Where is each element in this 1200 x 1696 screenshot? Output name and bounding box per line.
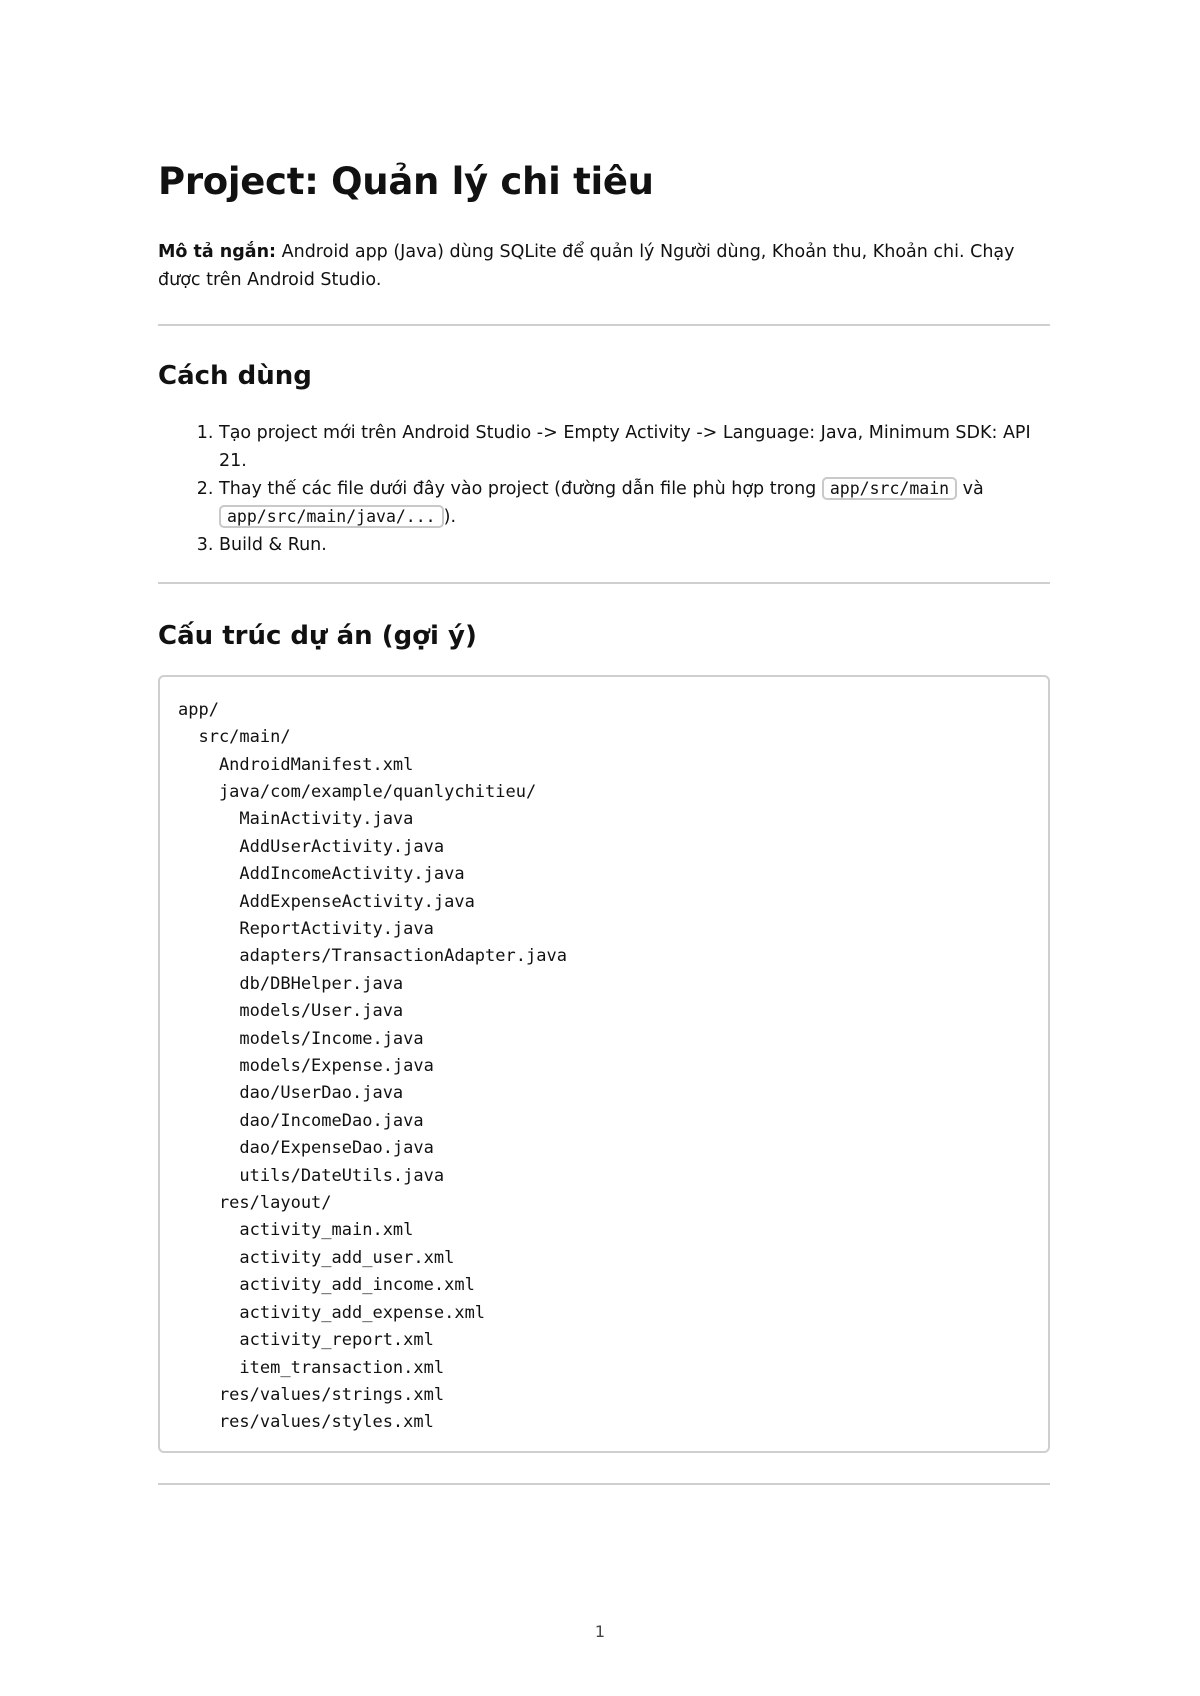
tree-line: utils/DateUtils.java	[178, 1165, 445, 1186]
tree-line: dao/UserDao.java	[178, 1083, 404, 1104]
document-page	[158, 160, 1050, 1485]
tree-line: dao/ExpenseDao.java	[178, 1138, 434, 1159]
usage-heading: Cách dùng	[158, 361, 312, 392]
tree-line: item_transaction.xml	[178, 1357, 445, 1378]
tree-line: activity_main.xml	[178, 1220, 414, 1241]
tree-line: ReportActivity.java	[178, 919, 434, 940]
usage-step-2	[219, 475, 1050, 531]
divider	[158, 1483, 1050, 1485]
tree-line: res/values/strings.xml	[178, 1384, 445, 1405]
tree-line: db/DBHelper.java	[178, 973, 404, 994]
tree-line: activity_add_user.xml	[178, 1247, 455, 1268]
path-code-java: app/src/main/java/...	[219, 505, 444, 528]
page-title: Project: Quản lý chi tiêu	[158, 160, 654, 203]
tree-line: AddUserActivity.java	[178, 836, 445, 857]
tree-line: models/Income.java	[178, 1028, 424, 1049]
tree-line: res/values/styles.xml	[178, 1412, 434, 1433]
tree-line: dao/IncomeDao.java	[178, 1110, 424, 1131]
tree-line: AddIncomeActivity.java	[178, 864, 465, 885]
usage-step-2-end: ).	[443, 506, 457, 527]
description-label: Mô tả ngắn:	[158, 242, 277, 263]
usage-steps	[158, 419, 1050, 559]
tree-line: adapters/TransactionAdapter.java	[178, 946, 567, 967]
tree-line: res/layout/	[178, 1193, 332, 1214]
project-structure-code-block	[158, 675, 1050, 1453]
description-text: Android app (Java) dùng SQLite để quản lý Người dùng, Khoản thu, Khoản chi. Chạy được trên Android Studio.	[158, 242, 1015, 291]
divider	[158, 324, 1050, 326]
tree-line: activity_report.xml	[178, 1330, 434, 1351]
tree-line: MainActivity.java	[178, 809, 414, 830]
tree-line: activity_add_income.xml	[178, 1275, 475, 1296]
usage-step-1: 1. Tạo project mới trên Android Studio -> Empty Activity -> Language: Java, Minimum SDK: API 21.	[219, 419, 1050, 475]
tree-line: java/com/example/quanlychitieu/	[178, 781, 537, 802]
divider	[158, 582, 1050, 584]
tree-line: models/User.java	[178, 1001, 404, 1022]
tree-line: activity_add_expense.xml	[178, 1302, 486, 1323]
description	[158, 238, 1050, 294]
structure-heading: Cấu trúc dự án (gợi ý)	[158, 620, 477, 651]
usage-step-2-mid: và	[957, 478, 984, 499]
tree-line: src/main/	[178, 727, 291, 748]
tree-line: AddExpenseActivity.java	[178, 891, 475, 912]
usage-step-2-text: Thay thế các file dưới đây vào project (đường dẫn file phù hợp trong	[219, 478, 822, 499]
path-code-main: app/src/main	[822, 477, 957, 500]
usage-step-3: 3. Build & Run.	[219, 531, 1050, 559]
tree-line: models/Expense.java	[178, 1056, 434, 1077]
page-number: 1	[594, 1622, 606, 1641]
tree-line: app/	[178, 699, 219, 720]
tree-line: AndroidManifest.xml	[178, 754, 414, 775]
